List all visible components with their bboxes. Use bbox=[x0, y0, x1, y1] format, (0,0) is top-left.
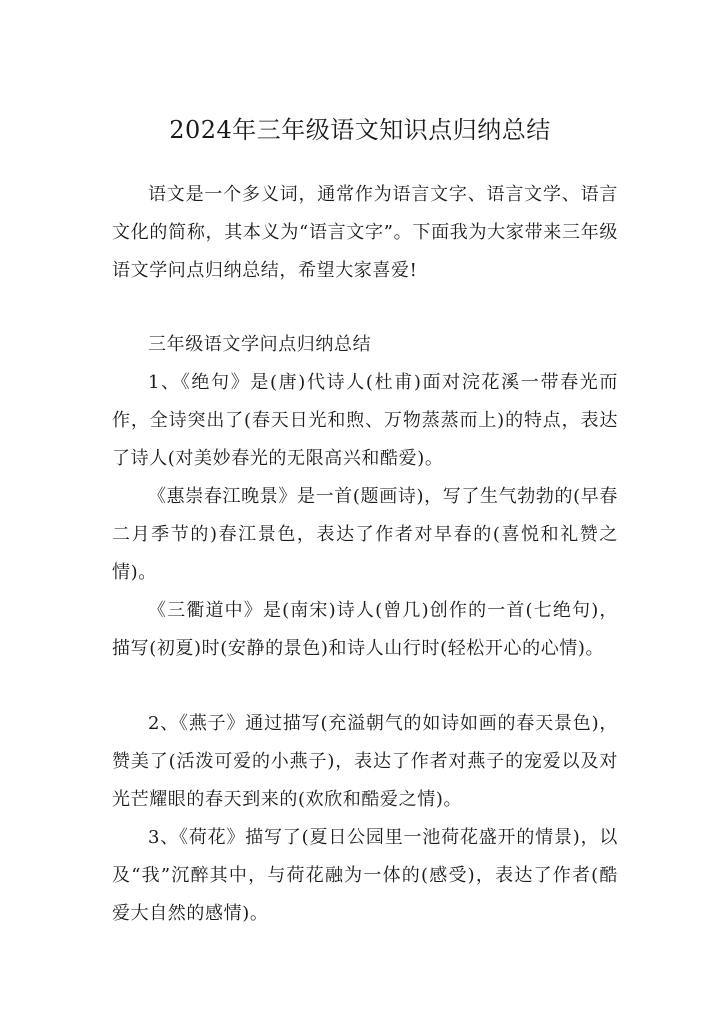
intro-paragraph: 语文是一个多义词，通常作为语言文字、语言文学、语言文化的简称，其本义为“语言文字”。下面我为大家带来三年级语文学问点归纳总结，希望大家喜爱! bbox=[112, 184, 618, 281]
paragraph-yanzi: 2、《燕子》通过描写(充溢朝气的如诗如画的春天景色)，赞美了(活泼可爱的小燕子)，表达了作者对燕子的宠爱以及对光芒耀眼的春天到来的(欢欣和酷爱之情)。 bbox=[112, 713, 618, 810]
section-heading: 三年级语文学问点归纳总结 bbox=[148, 334, 372, 355]
paragraph-hehua: 3、《荷花》描写了(夏日公园里一池荷花盛开的情景)，以及“我”沉醉其中，与荷花融为一体的(感受)，表达了作者(酷爱大自然的感情)。 bbox=[112, 827, 618, 924]
paragraph-sanqu: 《三衢道中》是(南宋)诗人(曾几)创作的一首(七绝句)，描写(初夏)时(安静的景色)和诗人山行时(轻松开心的心情)。 bbox=[112, 600, 618, 659]
paragraph-huichong: 《惠崇春江晚景》是一首(题画诗)，写了生气勃勃的(早春二月季节的)春江景色，表达了作者对早春的(喜悦和礼赞之情)。 bbox=[112, 486, 618, 583]
paragraph-jueju: 1、《绝句》是(唐)代诗人(杜甫)面对浣花溪一带春光而作，全诗突出了(春天日光和煦、万物蒸蒸而上)的特点，表达了诗人(对美妙春光的无限高兴和酷爱)。 bbox=[112, 372, 618, 469]
document-title: 2024年三年级语文知识点归纳总结 bbox=[169, 116, 551, 144]
